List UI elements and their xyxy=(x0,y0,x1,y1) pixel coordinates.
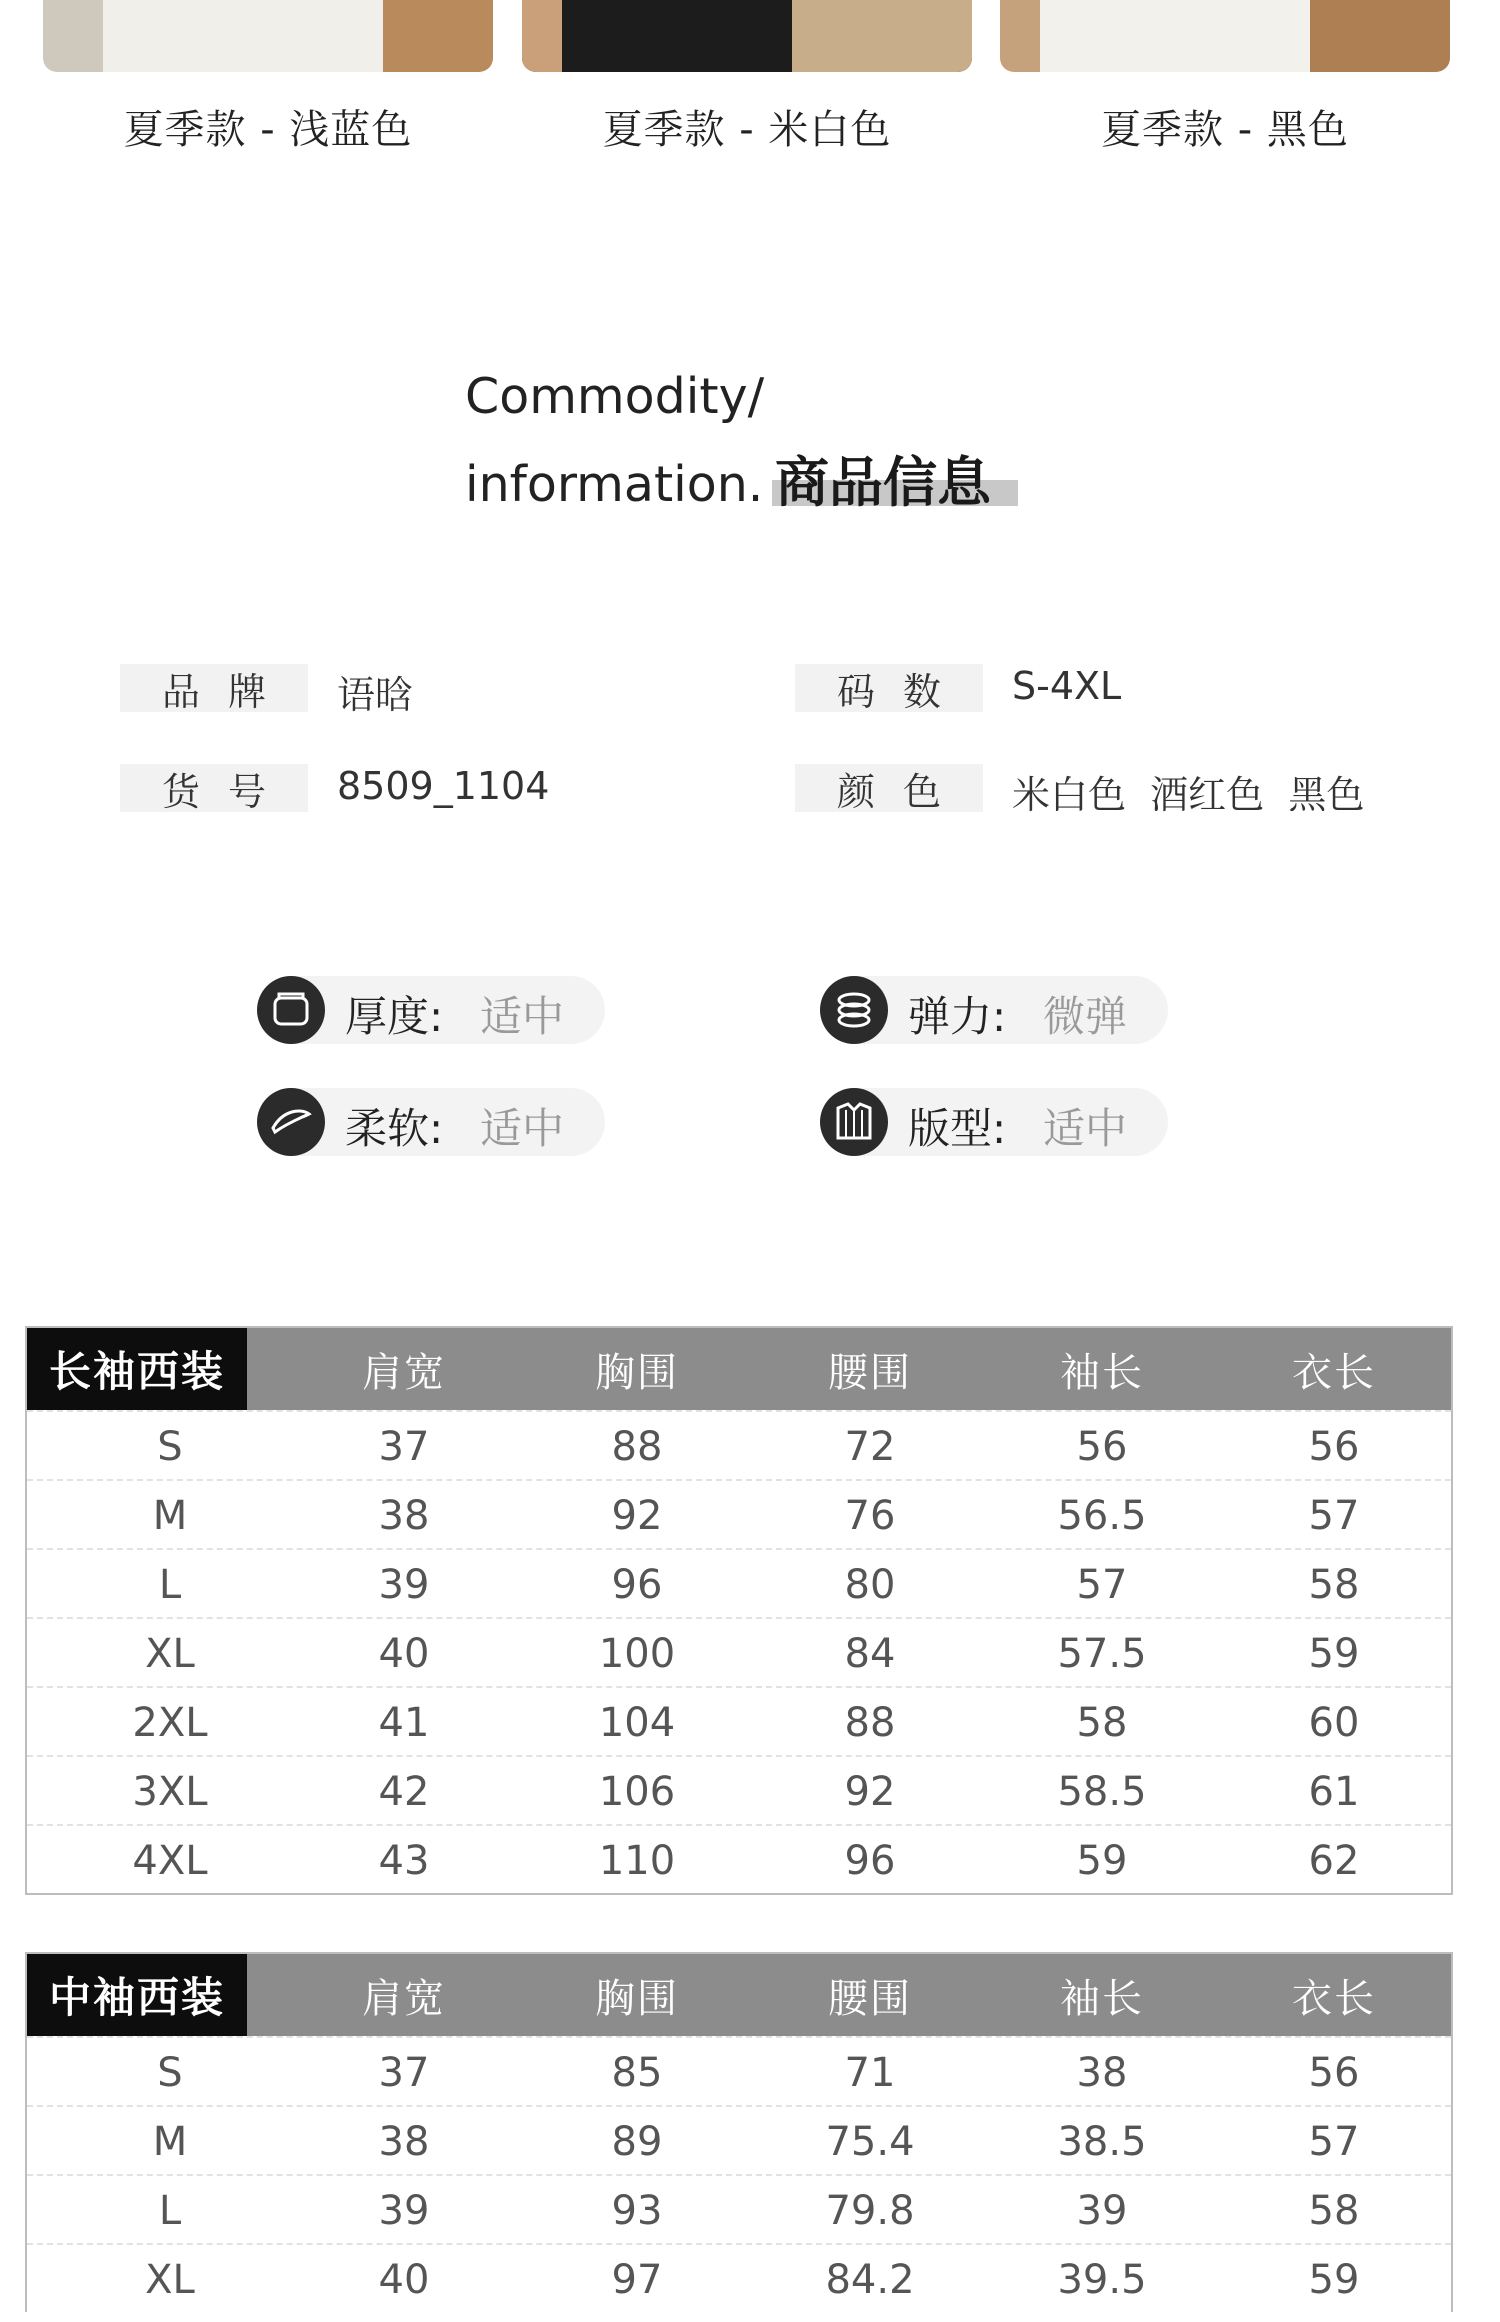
table-title: 长袖西装 xyxy=(27,1328,247,1410)
measure-cell: 84.2 xyxy=(825,2256,915,2303)
heading-en-line2: information. xyxy=(465,456,764,513)
measure-cell: 39.5 xyxy=(1057,2256,1147,2303)
softness-key: 柔软: xyxy=(345,1104,444,1153)
measure-cell: 59 xyxy=(1308,1630,1360,1677)
size-value: S-4XL xyxy=(1012,664,1122,708)
variant-caption-1: 夏季款 - 浅蓝色 xyxy=(123,107,413,153)
measure-cell: 56 xyxy=(1076,1423,1128,1470)
column-header: 腰围 xyxy=(828,1349,912,1396)
table-header xyxy=(27,1954,1451,2036)
long-sleeve-size-table xyxy=(25,1326,1453,1895)
size-cell: XL xyxy=(145,1630,195,1677)
measure-cell: 37 xyxy=(378,2049,430,2096)
variant-caption-2: 夏季款 - 米白色 xyxy=(602,107,892,153)
measure-cell: 56 xyxy=(1308,1423,1360,1470)
size-cell: L xyxy=(158,1561,182,1608)
elasticity-value: 微弹 xyxy=(1043,992,1128,1041)
column-header: 肩宽 xyxy=(362,1975,446,2022)
measure-cell: 104 xyxy=(598,1699,676,1746)
column-header: 胸围 xyxy=(595,1349,679,1396)
measure-cell: 96 xyxy=(844,1837,896,1884)
measure-cell: 40 xyxy=(378,1630,430,1677)
color-label: 颜色 xyxy=(795,764,983,812)
measure-cell: 100 xyxy=(598,1630,676,1677)
table-row xyxy=(27,1548,1451,1617)
sku-label: 货号 xyxy=(120,764,308,812)
measure-cell: 38.5 xyxy=(1057,2118,1147,2165)
column-header: 衣长 xyxy=(1292,1975,1376,2022)
measure-cell: 62 xyxy=(1308,1837,1360,1884)
measure-cell: 88 xyxy=(844,1699,896,1746)
measure-cell: 76 xyxy=(844,1492,896,1539)
coil-icon xyxy=(820,976,888,1044)
measure-cell: 84 xyxy=(844,1630,896,1677)
measure-cell: 71 xyxy=(844,2049,896,2096)
size-cell: 4XL xyxy=(132,1837,208,1884)
measure-cell: 106 xyxy=(598,1768,676,1815)
table-row xyxy=(27,1755,1451,1824)
size-cell: M xyxy=(152,1492,188,1539)
measure-cell: 88 xyxy=(611,1423,663,1470)
measure-cell: 75.4 xyxy=(825,2118,915,2165)
sku-value: 8509_1104 xyxy=(337,764,550,808)
measure-cell: 57 xyxy=(1308,1492,1360,1539)
thickness-value: 适中 xyxy=(480,992,565,1041)
variant-caption-3: 夏季款 - 黑色 xyxy=(1101,107,1349,153)
measure-cell: 59 xyxy=(1076,1837,1128,1884)
measure-cell: 38 xyxy=(1076,2049,1128,2096)
measure-cell: 58 xyxy=(1076,1699,1128,1746)
measure-cell: 58.5 xyxy=(1057,1768,1147,1815)
measure-cell: 56 xyxy=(1308,2049,1360,2096)
elasticity-key: 弹力: xyxy=(908,992,1007,1041)
size-cell: XL xyxy=(145,2256,195,2303)
table-row xyxy=(27,1410,1451,1479)
measure-cell: 41 xyxy=(378,1699,430,1746)
brand-value: 语晗 xyxy=(337,673,414,717)
measure-cell: 97 xyxy=(611,2256,663,2303)
variant-photo-black[interactable] xyxy=(1000,0,1450,72)
measure-cell: 38 xyxy=(378,1492,430,1539)
table-header xyxy=(27,1328,1451,1410)
brand-label: 品牌 xyxy=(120,664,308,712)
column-header: 腰围 xyxy=(828,1975,912,2022)
measure-cell: 61 xyxy=(1308,1768,1360,1815)
size-cell: M xyxy=(152,2118,188,2165)
heading-en-line1: Commodity/ xyxy=(465,368,765,425)
measure-cell: 39 xyxy=(1076,2187,1128,2234)
thickness-key: 厚度: xyxy=(345,992,444,1041)
table-row xyxy=(27,1617,1451,1686)
table-row xyxy=(27,2243,1451,2312)
measure-cell: 57 xyxy=(1076,1561,1128,1608)
size-cell: S xyxy=(157,1423,183,1470)
measure-cell: 89 xyxy=(611,2118,663,2165)
measure-cell: 92 xyxy=(611,1492,663,1539)
measure-cell: 59 xyxy=(1308,2256,1360,2303)
column-header: 袖长 xyxy=(1060,1975,1144,2022)
softness-value: 适中 xyxy=(480,1104,565,1153)
measure-cell: 96 xyxy=(611,1561,663,1608)
measure-cell: 57.5 xyxy=(1057,1630,1147,1677)
measure-cell: 58 xyxy=(1308,2187,1360,2234)
measure-cell: 79.8 xyxy=(825,2187,915,2234)
mid-sleeve-size-table xyxy=(25,1952,1453,2312)
feather-icon xyxy=(257,1088,325,1156)
table-title: 中袖西装 xyxy=(27,1954,247,2036)
measure-cell: 92 xyxy=(844,1768,896,1815)
measure-cell: 93 xyxy=(611,2187,663,2234)
size-cell: 2XL xyxy=(132,1699,208,1746)
measure-cell: 57 xyxy=(1308,2118,1360,2165)
color-value: 米白色 酒红色 黑色 xyxy=(1012,773,1365,817)
measure-cell: 42 xyxy=(378,1768,430,1815)
layers-icon xyxy=(257,976,325,1044)
measure-cell: 43 xyxy=(378,1837,430,1884)
measure-cell: 38 xyxy=(378,2118,430,2165)
measure-cell: 37 xyxy=(378,1423,430,1470)
variant-photo-off-white[interactable] xyxy=(522,0,972,72)
measure-cell: 40 xyxy=(378,2256,430,2303)
measure-cell: 56.5 xyxy=(1057,1492,1147,1539)
column-header: 袖长 xyxy=(1060,1349,1144,1396)
measure-cell: 110 xyxy=(598,1837,676,1884)
fit-key: 版型: xyxy=(908,1104,1007,1153)
measure-cell: 72 xyxy=(844,1423,896,1470)
garment-icon xyxy=(820,1088,888,1156)
variant-photo-light-blue[interactable] xyxy=(43,0,493,72)
column-header: 胸围 xyxy=(595,1975,679,2022)
size-cell: 3XL xyxy=(132,1768,208,1815)
column-header: 衣长 xyxy=(1292,1349,1376,1396)
fit-value: 适中 xyxy=(1043,1104,1128,1153)
measure-cell: 58 xyxy=(1308,1561,1360,1608)
table-row xyxy=(27,2036,1451,2105)
heading-cn: 商品信息 xyxy=(775,451,991,514)
size-label: 码数 xyxy=(795,664,983,712)
table-row xyxy=(27,1824,1451,1893)
measure-cell: 39 xyxy=(378,2187,430,2234)
measure-cell: 60 xyxy=(1308,1699,1360,1746)
size-cell: L xyxy=(158,2187,182,2234)
table-row xyxy=(27,1479,1451,1548)
table-row xyxy=(27,1686,1451,1755)
column-header: 肩宽 xyxy=(362,1349,446,1396)
table-row xyxy=(27,2174,1451,2243)
measure-cell: 39 xyxy=(378,1561,430,1608)
size-cell: S xyxy=(157,2049,183,2096)
measure-cell: 80 xyxy=(844,1561,896,1608)
table-row xyxy=(27,2105,1451,2174)
measure-cell: 85 xyxy=(611,2049,663,2096)
